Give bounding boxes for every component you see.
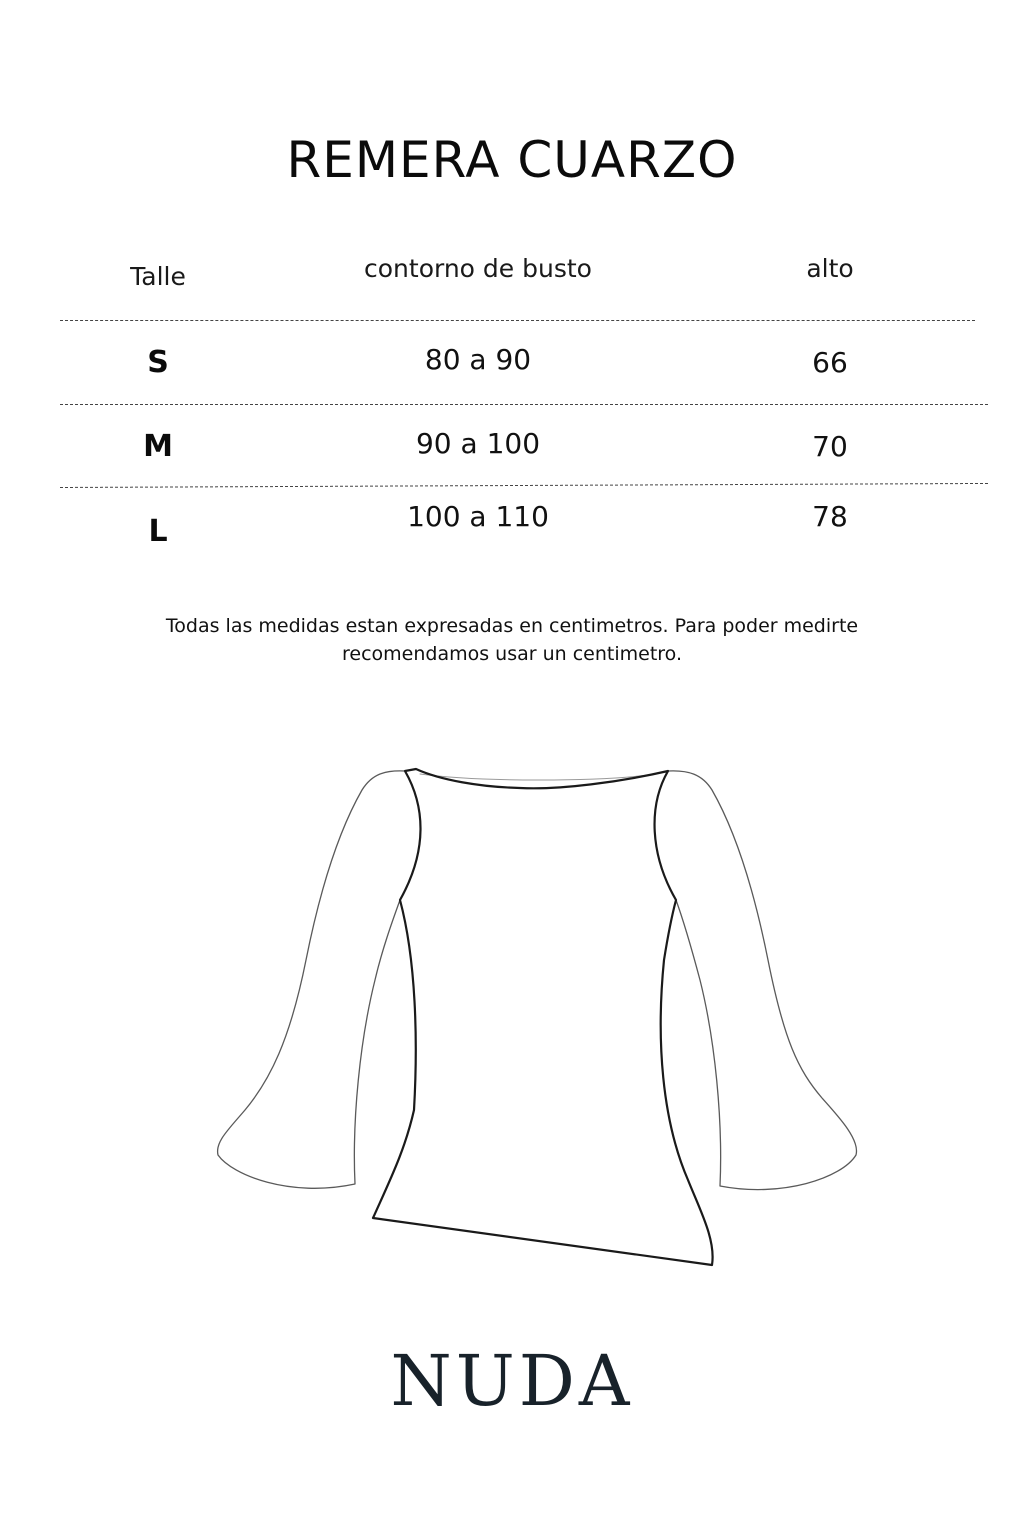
alto-value-s: 66 [812, 346, 848, 379]
busto-value-s: 80 a 90 [424, 343, 532, 376]
table-divider [60, 483, 988, 488]
size-label-s: S [147, 345, 169, 380]
table-divider [60, 404, 988, 405]
measurement-note [0, 612, 1024, 668]
header-contorno-busto: contorno de busto [364, 254, 592, 283]
measurement-note-line-2: recomendamos usar un centimetro. [341, 643, 682, 665]
table-divider [60, 320, 975, 321]
garment-sketch-icon [0, 740, 1024, 1300]
header-talle: Talle [130, 262, 186, 291]
measurement-note-line-1: Todas las medidas estan expresadas en centimetros. Para poder medirte [165, 615, 859, 637]
size-label-l: L [148, 514, 168, 549]
alto-value-m: 70 [812, 430, 848, 463]
busto-value-m: 90 a 100 [415, 427, 541, 460]
alto-value-l: 78 [812, 500, 848, 533]
header-alto: alto [806, 254, 854, 283]
brand-logo: NUDA [390, 1340, 634, 1422]
page-title: REMERA CUARZO [286, 131, 738, 189]
busto-value-l: 100 a 110 [407, 500, 549, 533]
size-label-m: M [143, 429, 173, 464]
